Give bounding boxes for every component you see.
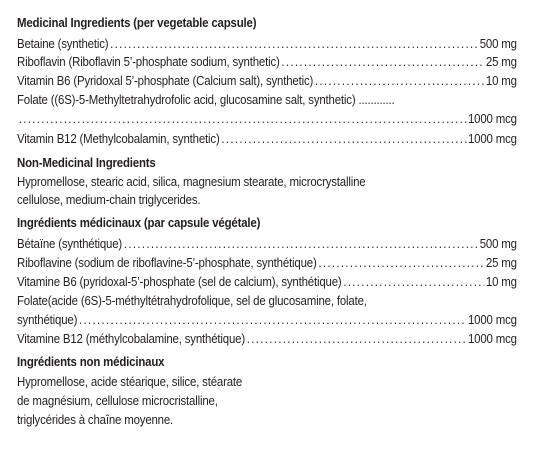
ingredient-name: Vitamine B6 (pyridoxal-5’-phosphate (sel de calcium), synthétique) xyxy=(17,274,342,289)
ingredient-row-vitamin-b12 xyxy=(17,130,517,148)
leader-dots xyxy=(281,53,484,71)
leader-dots xyxy=(315,72,484,90)
leader-dots xyxy=(221,130,466,148)
ingredients-non-medicinaux-heading: Ingrédients non médicinaux xyxy=(17,354,165,369)
non-medicinal-text-line: cellulose, medium-chain triglycerides. xyxy=(17,192,201,207)
ingredient-row-betaine-fr xyxy=(17,235,517,253)
ingredient-row-riboflavine-fr xyxy=(17,254,517,272)
ingredient-amount: 10 mg xyxy=(485,73,517,88)
ingredient-amount: 1000 mcg xyxy=(468,111,517,126)
ingredient-amount: 500 mg xyxy=(479,236,517,251)
ingredient-amount: 25 mg xyxy=(485,255,517,270)
ingredient-name: Betaine (synthetic) xyxy=(17,36,109,51)
leader-dots xyxy=(110,35,478,53)
non-medicinal-text-line-fr: de magnésium, cellulose microcristalline, xyxy=(17,393,218,408)
ingredient-row-folate: Folate ((6S)-5-Methyltetrahydrofolic acid, glucosamine salt, synthetic) ............ xyxy=(17,92,395,107)
ingredient-row-vitamine-b6-fr xyxy=(17,273,517,291)
ingredient-amount: 1000 mcg xyxy=(468,331,517,346)
ingredient-row-riboflavin xyxy=(17,53,517,71)
leader-dots xyxy=(343,273,484,291)
ingredients-medicinaux-heading: Ingrédients médicinaux (par capsule végétale) xyxy=(17,215,261,230)
leader-dots xyxy=(247,330,467,348)
non-medicinal-text-line-fr: Hypromellose, acide stéarique, silice, stéarate xyxy=(17,374,243,389)
leader-dots xyxy=(19,110,466,128)
ingredient-amount: 10 mg xyxy=(485,274,517,289)
ingredient-name: Vitamin B12 (Methylcobalamin, synthetic) xyxy=(17,131,220,146)
leader-dots xyxy=(318,254,484,272)
ingredient-name: Vitamine B12 (méthylcobalamine, synthétique) xyxy=(17,331,245,346)
ingredient-name: Bétaïne (synthétique) xyxy=(17,236,123,251)
ingredient-row-vitamin-b6 xyxy=(17,72,517,90)
non-medicinal-text-line: Hypromellose, stearic acid, silica, magnesium stearate, microcrystalline xyxy=(17,174,366,189)
ingredient-amount: 1000 mcg xyxy=(468,312,517,327)
ingredient-row-vitamine-b12-fr xyxy=(17,330,517,348)
non-medicinal-text-line-fr: triglycérides à chaîne moyenne. xyxy=(17,412,174,427)
ingredient-row-betaine xyxy=(17,35,517,53)
ingredient-amount: 500 mg xyxy=(479,36,517,51)
leader-dots xyxy=(79,311,466,329)
ingredient-name: Riboflavin (Riboflavin 5’-phosphate sodium, synthetic) xyxy=(17,54,280,69)
non-medicinal-ingredients-heading: Non-Medicinal Ingredients xyxy=(17,155,156,170)
ingredient-row-folate-amount-fr xyxy=(17,311,517,329)
ingredient-name: Vitamin B6 (Pyridoxal 5’-phosphate (Calcium salt), synthetic) xyxy=(17,73,314,88)
ingredient-row-folate-fr: Folate(acide (6S)-5-méthyltétrahydrofolique, sel de glucosamine, folate, xyxy=(17,293,367,308)
ingredient-name: synthétique) xyxy=(17,312,78,327)
ingredient-amount: 1000 mcg xyxy=(468,131,517,146)
ingredient-row-folate-amount xyxy=(17,110,517,128)
ingredient-name: Riboflavine (sodium de riboflavine-5’-phosphate, synthétique) xyxy=(17,255,317,270)
ingredient-amount: 25 mg xyxy=(485,54,517,69)
leader-dots xyxy=(124,235,478,253)
medicinal-ingredients-heading: Medicinal Ingredients (per vegetable capsule) xyxy=(17,15,257,30)
